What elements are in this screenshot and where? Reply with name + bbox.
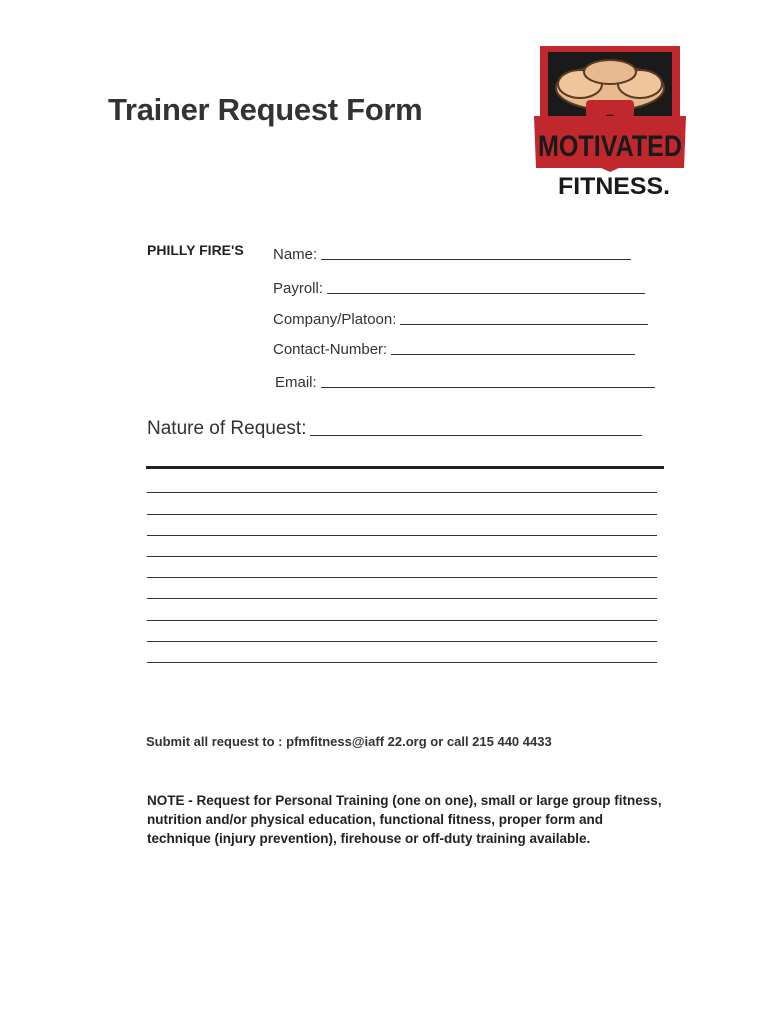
request-details-line[interactable] xyxy=(147,492,657,493)
name-label: Name: xyxy=(273,246,318,263)
nature-of-request-label: Nature of Request: xyxy=(147,418,307,439)
payroll-input-line[interactable] xyxy=(327,292,645,294)
request-details-line[interactable] xyxy=(147,556,657,557)
request-details-line[interactable] xyxy=(147,662,657,663)
logo-text-motivated: MOTIVATED xyxy=(538,130,682,163)
name-field[interactable] xyxy=(273,246,631,263)
submit-instructions: Submit all request to : pfmfitness@iaff 22.org or call 215 440 4433 xyxy=(146,734,552,749)
contact-number-input-line[interactable] xyxy=(391,353,635,355)
name-input-line[interactable] xyxy=(321,258,631,260)
request-details-line[interactable] xyxy=(147,577,657,578)
payroll-label: Payroll: xyxy=(273,280,324,297)
request-details-divider xyxy=(146,466,664,469)
email-field[interactable] xyxy=(275,374,655,391)
nature-of-request-field[interactable] xyxy=(147,418,642,440)
request-details-line[interactable] xyxy=(147,514,657,515)
nature-of-request-input-line[interactable] xyxy=(310,435,642,436)
contact-number-field[interactable] xyxy=(273,341,635,358)
contact-number-label: Contact-Number: xyxy=(273,341,388,358)
company-platoon-label: Company/Platoon: xyxy=(273,311,397,328)
request-details-line[interactable] xyxy=(147,598,657,599)
email-label: Email: xyxy=(275,374,317,391)
company-platoon-input-line[interactable] xyxy=(400,323,648,325)
organization-label: PHILLY FIRE'S xyxy=(147,242,244,258)
logo-text-fitness: FITNESS. xyxy=(558,173,670,200)
page-title: Trainer Request Form xyxy=(108,92,423,127)
request-details-line[interactable] xyxy=(147,641,657,642)
request-details-line[interactable] xyxy=(147,620,657,621)
note-paragraph: NOTE - Request for Personal Training (one on one), small or large group fitness, nutrition and/or physical education, functional fitness, proper form and technique (injury prevention), firehouse or off-duty training available. xyxy=(147,793,662,846)
payroll-field[interactable] xyxy=(273,280,645,297)
email-input-line[interactable] xyxy=(321,386,655,388)
company-platoon-field[interactable] xyxy=(273,311,648,328)
request-details-line[interactable] xyxy=(147,535,657,536)
motivated-fitness-logo xyxy=(532,44,688,200)
